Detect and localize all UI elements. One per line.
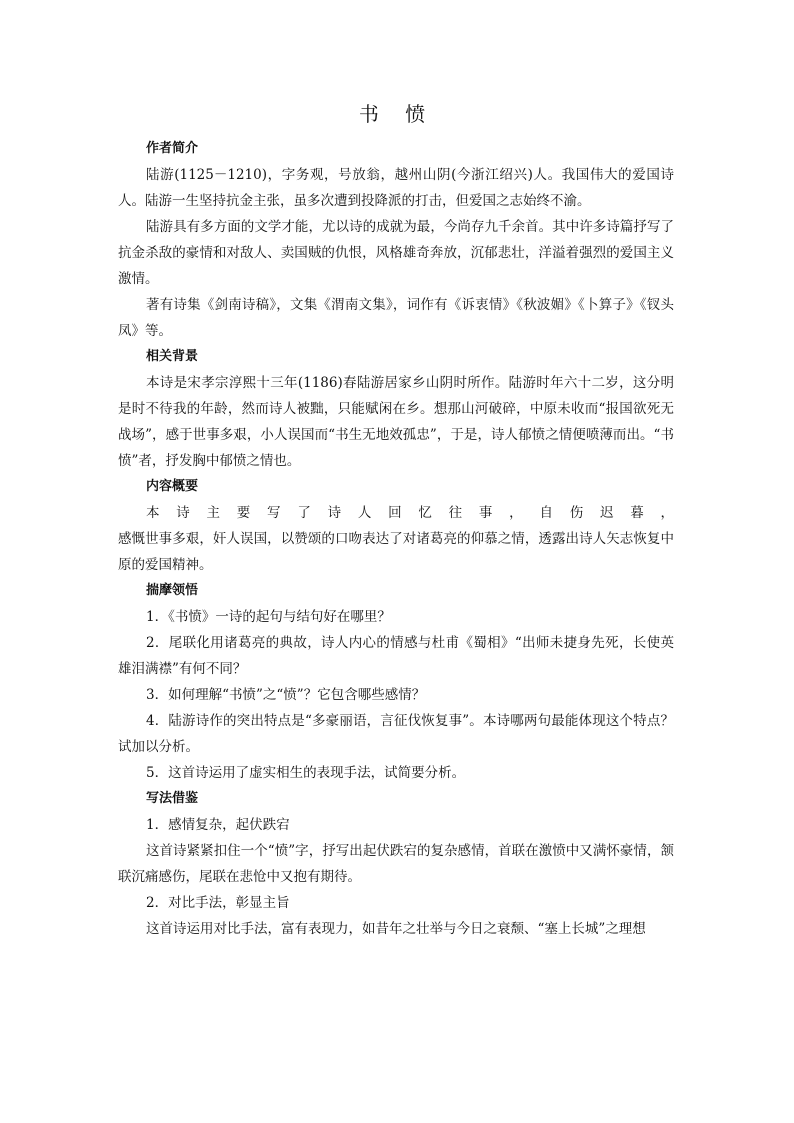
technique-point-text: 这首诗运用对比手法，富有表现力，如昔年之壮举与今日之衰颓、“塞上长城”之理想 — [146, 921, 646, 937]
question-item: 5．这首诗运用了虚实相生的表现手法，试简要分析。 — [146, 765, 466, 781]
author-paragraph: 著有诗集《剑南诗稿》，文集《渭南文集》，词作有《诉衷情》《秋波媚》《卜算子》《钗头凤》等。 — [118, 297, 674, 339]
question-item: 1．《书愤》一诗的起句与结句好在哪里？ — [146, 609, 391, 625]
background-paragraph: 本诗是宋孝宗淳熙十三年(1186)春陆游居家乡山阴时所作。陆游时年六十二岁，这分明是时不待我的年龄，然而诗人被黜，只能赋闲在乡。想那山河破碎，中原未收而“报国欲死无战场”，感于世事多艰，小人误国而“书生无地效孤忠”，于是，诗人郁愤之情便喷薄而出。“书愤”者，抒发胸中郁愤之情也。 — [118, 375, 674, 469]
summary-line-1: 本诗主要写了诗人回忆往事，自伤迟暮， — [146, 505, 674, 521]
question-item: 2．尾联化用诸葛亮的典故，诗人内心的情感与杜甫《蜀相》“出师未捷身先死，长使英雄泪满襟”有何不同？ — [118, 635, 674, 677]
technique-point-title: 2．对比手法，彰显主旨 — [146, 895, 290, 911]
heading-techniques: 写法借鉴 — [146, 791, 199, 806]
author-paragraph: 陆游具有多方面的文学才能，尤以诗的成就为最，今尚存九千余首。其中许多诗篇抒写了抗金杀敌的豪情和对敌人、卖国贼的仇恨，风格雄奇奔放，沉郁悲壮，洋溢着强烈的爱国主义激情。 — [118, 219, 674, 287]
heading-questions: 揣摩领悟 — [146, 583, 199, 598]
technique-point-text: 这首诗紧紧扣住一个“愤”字，抒写出起伏跌宕的复杂感情，首联在激愤中又满怀豪情，颔联沉痛感伤，尾联在悲怆中又抱有期待。 — [118, 843, 674, 885]
document-body — [118, 136, 674, 942]
heading-background: 相关背景 — [146, 349, 199, 364]
summary-line-2: 感慨世事多艰，奸人误国，以赞颂的口吻表达了对诸葛亮的仰慕之情，透露出诗人矢志恢复中原的爱国精神。 — [118, 531, 674, 573]
page-title: 书 愤 — [358, 102, 436, 126]
heading-author: 作者简介 — [146, 141, 199, 156]
question-item: 4．陆游诗作的突出特点是“多豪丽语，言征伐恢复事”。本诗哪两句最能体现这个特点？试加以分析。 — [118, 713, 674, 755]
technique-point-title: 1．感情复杂，起伏跌宕 — [146, 817, 290, 833]
question-item: 3．如何理解“书愤”之“愤”？它包含哪些感情？ — [146, 687, 426, 703]
author-paragraph: 陆游(1125－1210)，字务观，号放翁，越州山阴(今浙江绍兴)人。我国伟大的爱国诗人。陆游一生坚持抗金主张，虽多次遭到投降派的打击，但爱国之志始终不渝。 — [118, 167, 674, 209]
heading-summary: 内容概要 — [146, 479, 199, 494]
